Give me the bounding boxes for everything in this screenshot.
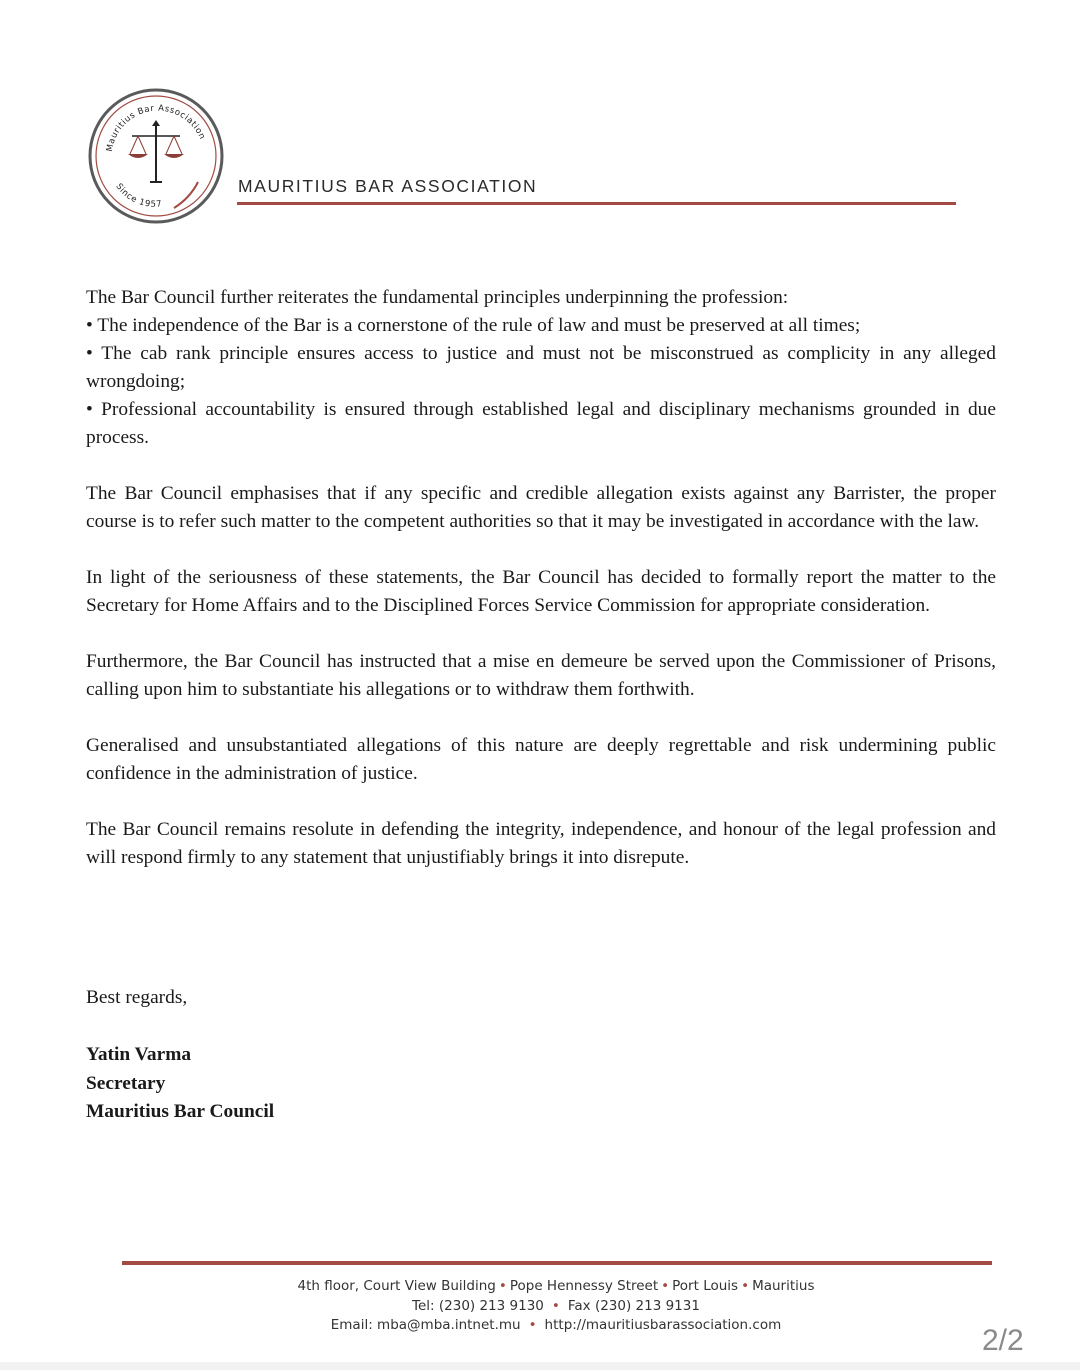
page-indicator: 2/2 [982, 1324, 1024, 1357]
body-paragraph: In light of the seriousness of these statements, the Bar Council has decided to formally report the matter to the Secretary for Home Affairs and to the Disciplined Forces Service Commission for appropriate consideration. [86, 567, 996, 616]
address-country: Mauritius [752, 1278, 815, 1294]
intro-text: The Bar Council further reiterates the fundamental principles underpinning the profession: [86, 287, 789, 308]
body-paragraph: Furthermore, the Bar Council has instructed that a mise en demeure be served upon the Commissioner of Prisons, calling upon him to substantiate his allegations or to withdraw them forthwith. [86, 651, 996, 700]
bullet-item: • The independence of the Bar is a cornerstone of the rule of law and must be preserved at all times; [86, 315, 861, 336]
address-city: Port Louis [672, 1278, 739, 1294]
fax: Fax (230) 213 9131 [567, 1297, 700, 1314]
footer-contact [0, 1316, 1080, 1336]
separator-dot: • [498, 1278, 507, 1294]
letterhead-footer [0, 1277, 1080, 1336]
header-divider [237, 202, 956, 205]
email-link[interactable]: Email: mba@mba.intnet.mu [330, 1317, 521, 1333]
logo-top-text: Mauritius Bar Association [104, 103, 208, 153]
bullet-item: • The cab rank principle ensures access to justice and must not be misconstrued as complicity in any alleged wrongdoing; [86, 343, 996, 392]
signatory-organization: Mauritius Bar Council [86, 1101, 275, 1122]
signatory-title: Secretary [86, 1072, 166, 1094]
body-paragraph: The Bar Council remains resolute in defending the integrity, independence, and honour of the legal profession and will respond firmly to any statement that unjustifiably brings it into disrepute. [86, 819, 996, 868]
body-paragraph: The Bar Council emphasises that if any specific and credible allegation exists against any Barrister, the proper course is to refer such matter to the competent authorities so that it may be investigated in accordance with the law. [86, 483, 996, 532]
intro-paragraph [86, 284, 996, 452]
bullet-item: • Professional accountability is ensured through established legal and disciplinary mechanisms grounded in due process. [86, 399, 996, 448]
logo-bottom-text: Since 1957 [113, 181, 163, 210]
body-paragraph: Generalised and unsubstantiated allegations of this nature are deeply regrettable and risk undermining public confidence in the administration of justice. [86, 735, 996, 784]
organization-name: MAURITIUS BAR ASSOCIATION [238, 176, 538, 196]
telephone: Tel: (230) 213 9130 [412, 1297, 544, 1314]
address-street: Pope Hennessy Street [509, 1278, 659, 1294]
separator-dot: • [551, 1297, 560, 1314]
viewer-bottom-edge [0, 1362, 1080, 1370]
signature-block [86, 1041, 274, 1127]
bar-association-logo [86, 86, 226, 226]
footer-divider [122, 1261, 992, 1265]
closing-salutation: Best regards, [86, 987, 188, 1008]
website-link[interactable]: http://mauritiusbarassociation.com [544, 1317, 782, 1333]
letter-body [86, 284, 996, 900]
separator-dot: • [741, 1278, 750, 1294]
signatory-name: Yatin Varma [86, 1044, 192, 1065]
address-building: 4th floor, Court View Building [297, 1278, 496, 1294]
letterhead [0, 0, 1080, 230]
separator-dot: • [661, 1278, 670, 1294]
footer-address [0, 1277, 1080, 1297]
separator-dot: • [528, 1317, 537, 1333]
footer-phone [0, 1297, 1080, 1317]
